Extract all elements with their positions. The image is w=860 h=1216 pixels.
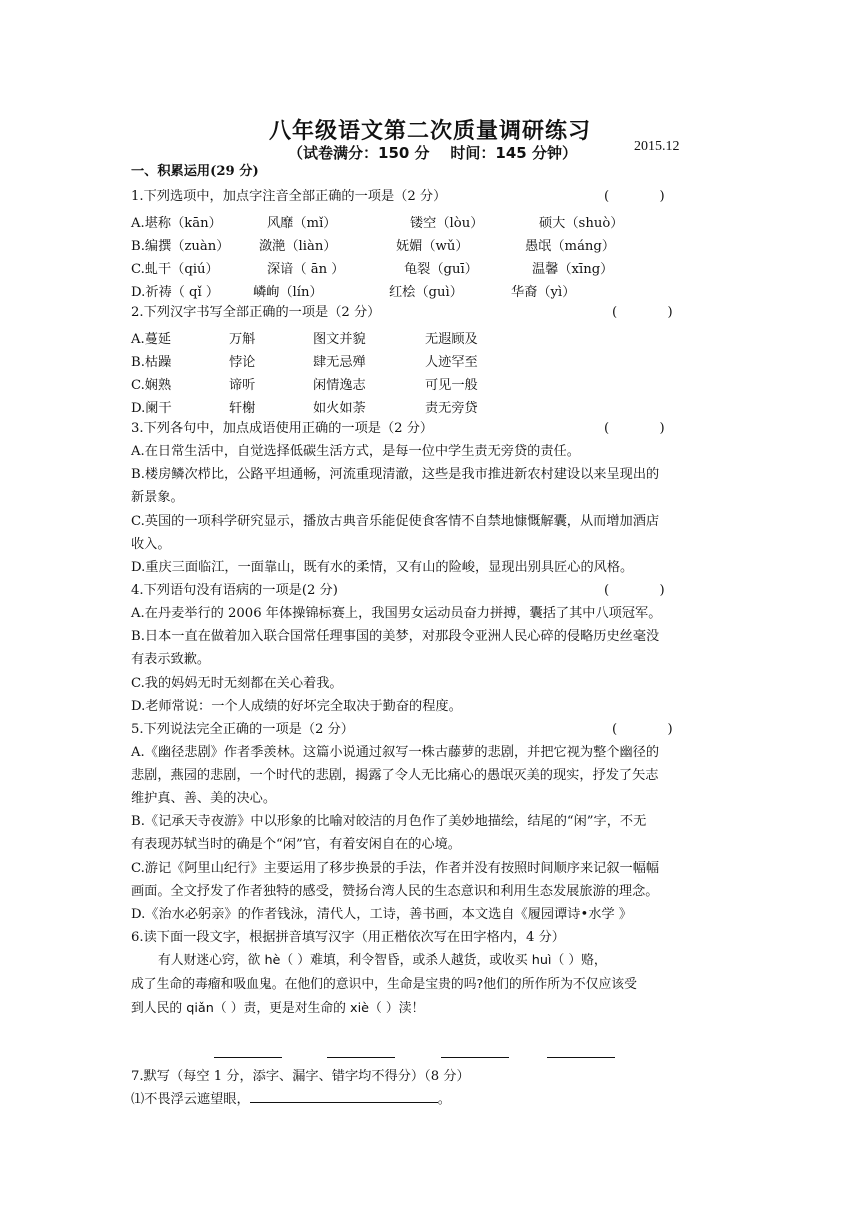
q2-d-4: 责无旁贷 bbox=[425, 401, 478, 416]
q3-line-4: C.英国的一项科学研究显示，播放古典音乐能促使食客情不自禁地慷慨解囊，从而增加酒店 bbox=[131, 514, 660, 529]
q1-a-4: 硕大（shuò） bbox=[539, 216, 624, 231]
q2-b-3: 肆无忌殚 bbox=[313, 355, 366, 370]
q1-d-2: 嶙峋（lín） bbox=[253, 285, 323, 300]
q7-stem: 7.默写（每空 1 分，添字、漏字、错字均不得分）（8 分） bbox=[131, 1069, 470, 1084]
q1-b-4: 愚氓（máng） bbox=[525, 239, 616, 254]
q3-answer-paren[interactable]: ( ) bbox=[604, 421, 665, 436]
q2-d-1: D.阑干 bbox=[131, 401, 172, 416]
q2-a-2: 万斛 bbox=[229, 332, 256, 347]
q1-d-4: 华裔（yì） bbox=[511, 285, 576, 300]
q5-line-8: D.《治水必躬亲》的作者钱泳，清代人，工诗，善书画，本文选自《履园谭诗•水学 》 bbox=[131, 907, 633, 922]
q1-c-3: 龟裂（guī） bbox=[404, 262, 478, 277]
q1-b-3: 妩媚（wǔ） bbox=[396, 239, 469, 254]
q2-a-1: A.蔓延 bbox=[131, 332, 172, 347]
q5-line-6: C.游记《阿里山纪行》主要运用了移步换景的手法，作者并没有按照时间顺序来记叙一幅幅 bbox=[131, 861, 660, 876]
q2-a-3: 图文并貌 bbox=[313, 332, 366, 347]
q6-answer-blank-3[interactable] bbox=[441, 1057, 509, 1058]
q1-a-2: 风靡（mǐ） bbox=[267, 216, 337, 231]
q4-stem: 4.下列语句没有语病的一项是(2 分) bbox=[131, 583, 338, 598]
q2-a-4: 无遐顾及 bbox=[425, 332, 478, 347]
q3-line-1: A.在日常生活中，自觉选择低碳生活方式，是每一位中学生责无旁贷的责任。 bbox=[131, 444, 580, 459]
q4-line-1: A.在丹麦举行的 2006 年体操锦标赛上，我国男女运动员奋力拼搏，囊括了其中八项冠军。 bbox=[131, 606, 662, 621]
exam-subtitle: （试卷满分：150 分 时间：145 分钟） bbox=[288, 144, 577, 162]
q2-c-3: 闲情逸志 bbox=[313, 378, 366, 393]
q1-b-1: B.编撰（zuàn） bbox=[131, 239, 230, 254]
q2-c-1: C.娴熟 bbox=[131, 378, 172, 393]
q4-line-2: B.日本一直在做着加入联合国常任理事国的美梦，对那段令亚洲人民心碎的侵略历史丝毫没 bbox=[131, 629, 660, 644]
q5-line-3: 维护真、善、美的决心。 bbox=[131, 791, 277, 806]
q6-passage-line-1: 有人财迷心窍，欲 hè（ ）难填，利令智昏，或杀人越货，或收买 huì（ ）赂， bbox=[158, 953, 607, 968]
q1-a-3: 镂空（lòu） bbox=[410, 216, 484, 231]
q5-line-4: B.《记承天寺夜游》中以形象的比喻对皎洁的月色作了美妙地描绘，结尾的“闲”字，不无 bbox=[131, 814, 647, 829]
q4-line-3: 有表示致歉。 bbox=[131, 652, 211, 667]
q2-b-1: B.枯躁 bbox=[131, 355, 172, 370]
q1-a-1: A.堪称（kān） bbox=[131, 216, 222, 231]
q1-c-4: 温馨（xīng） bbox=[532, 262, 614, 277]
q4-line-4: C.我的妈妈无时无刻都在关心着我。 bbox=[131, 676, 343, 691]
q2-b-4: 人迹罕至 bbox=[425, 355, 478, 370]
q2-c-4: 可见一般 bbox=[425, 378, 478, 393]
q5-line-2: 悲剧，燕园的悲剧，一个时代的悲剧，揭露了令人无比痛心的愚氓灭美的现实，抒发了矢志 bbox=[131, 768, 659, 783]
q6-answer-blank-4[interactable] bbox=[547, 1057, 615, 1058]
q6-answer-blank-1[interactable] bbox=[214, 1057, 282, 1058]
q7-item-1 bbox=[131, 1089, 451, 1111]
q3-line-3: 新景象。 bbox=[131, 490, 184, 505]
q1-c-2: 深谙（ ān ） bbox=[267, 262, 345, 277]
section-heading: 一、积累运用(29 分) bbox=[131, 164, 259, 179]
page-title: 八年级语文第二次质量调研练习 bbox=[268, 119, 591, 144]
q1-b-2: 潋滟（liàn） bbox=[259, 239, 337, 254]
q5-stem: 5.下列说法完全正确的一项是（2 分） bbox=[131, 722, 354, 737]
q1-d-1: D.祈祷（ qǐ ） bbox=[131, 285, 220, 300]
q4-line-5: D.老师常说：一个人成绩的好坏完全取决于勤奋的程度。 bbox=[131, 699, 462, 714]
q2-answer-paren[interactable]: ( ) bbox=[612, 305, 673, 320]
q5-answer-paren[interactable]: ( ) bbox=[612, 722, 673, 737]
q3-line-5: 收入。 bbox=[131, 537, 171, 552]
q7-item-1-text: ⑴不畏浮云遮望眼， bbox=[131, 1092, 250, 1107]
q1-c-1: C.虬干（qiú） bbox=[131, 262, 219, 277]
q1-d-3: 红桧（guì） bbox=[389, 285, 463, 300]
q2-c-2: 谛听 bbox=[229, 378, 256, 393]
q2-b-2: 悖论 bbox=[229, 355, 256, 370]
q6-stem: 6.读下面一段文字，根据拼音填写汉字（用正楷依次写在田字格内，4 分） bbox=[131, 930, 565, 945]
q5-line-5: 有表现苏轼当时的确是个“闲”官，有着安闲自在的心境。 bbox=[131, 837, 461, 852]
q3-line-2: B.楼房鳞次栉比，公路平坦通畅，河流重现清澈，这些是我市推进新农村建设以来呈现出的 bbox=[131, 467, 660, 482]
q7-item-1-blank[interactable] bbox=[250, 1090, 438, 1103]
q6-passage-line-3: 到人民的 qiǎn（ ）责，更是对生命的 xiè（ ）渎！ bbox=[131, 1001, 425, 1016]
q6-answer-blank-2[interactable] bbox=[327, 1057, 395, 1058]
q2-d-2: 轩榭 bbox=[229, 401, 256, 416]
q1-answer-paren[interactable]: ( ) bbox=[604, 189, 665, 204]
q1-stem: 1.下列选项中，加点字注音全部正确的一项是（2 分） bbox=[131, 189, 447, 204]
q5-line-1: A.《幽径悲剧》作者季羡林。这篇小说通过叙写一株古藤萝的悲剧，并把它视为整个幽径的 bbox=[131, 745, 660, 760]
q2-stem: 2.下列汉字书写全部正确的一项是（2 分） bbox=[131, 305, 381, 320]
q3-stem: 3.下列各句中，加点成语使用正确的一项是（2 分） bbox=[131, 421, 434, 436]
q2-d-3: 如火如荼 bbox=[313, 401, 366, 416]
q6-passage-line-2: 成了生命的毒瘤和吸血鬼。在他们的意识中，生命是宝贵的吗?他们的所作所为不仅应该受 bbox=[131, 977, 637, 992]
q4-answer-paren[interactable]: ( ) bbox=[604, 583, 665, 598]
q5-line-7: 画面。全文抒发了作者独特的感受，赞扬台湾人民的生态意识和利用生态发展旅游的理念。 bbox=[131, 884, 659, 899]
exam-date: 2015.12 bbox=[634, 139, 680, 154]
q7-item-1-end: 。 bbox=[437, 1092, 451, 1107]
q3-line-6: D.重庆三面临江，一面靠山，既有水的柔情，又有山的险峻，显现出别具匠心的风格。 bbox=[131, 560, 634, 575]
